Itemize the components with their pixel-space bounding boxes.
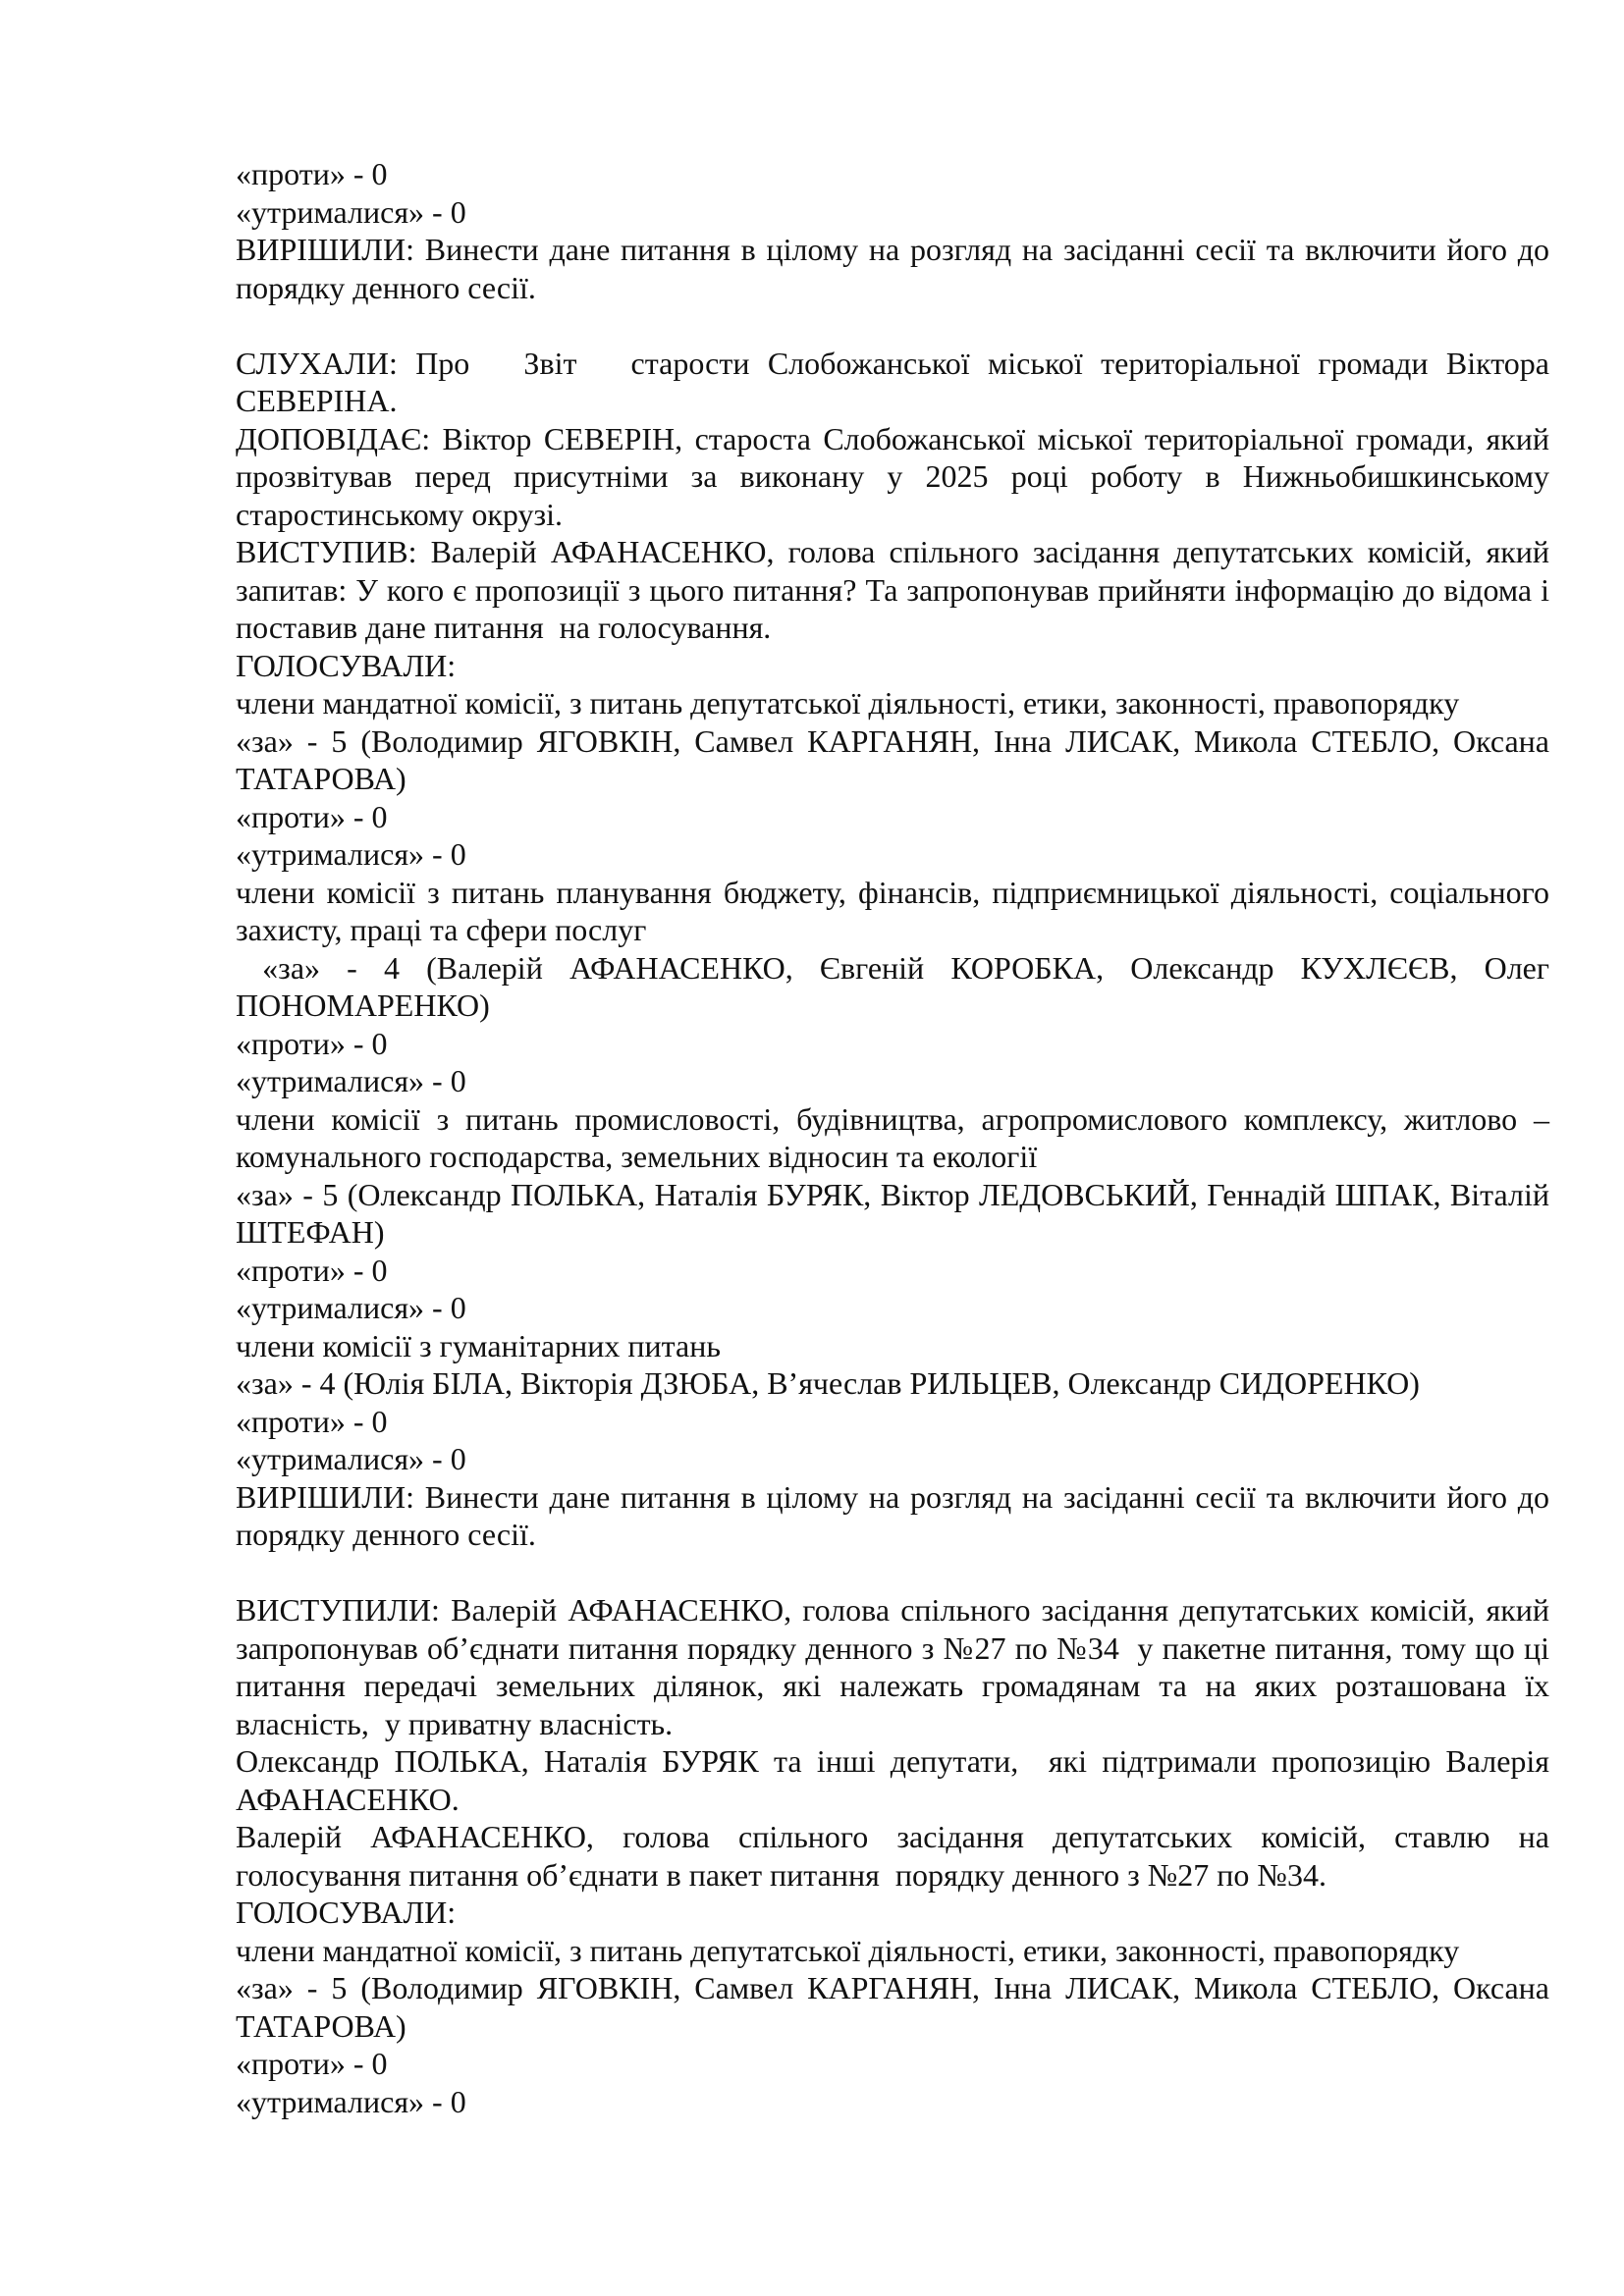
paragraph: «за» - 4 (Юлія БІЛА, Вікторія ДЗЮБА, В’ячеслав РИЛЬЦЕВ, Олександр СИДОРЕНКО) (236, 1365, 1420, 1401)
paragraph: «за» - 5 (Олександр ПОЛЬКА, Наталія БУРЯК, Віктор ЛЕДОВСЬКИЙ, Геннадій ШПАК, Віталій ШТЕФАН) (236, 1176, 1557, 1250)
paragraph: «утрималися» - 0 (236, 1063, 466, 1098)
paragraph: члени мандатної комісії, з питань депутатської діяльності, етики, законності, правопорядку (236, 685, 1460, 721)
paragraph: «за» - 4 (Валерій АФАНАСЕНКО, Євгеній КОРОБКА, Олександр КУХЛЄЄВ, Олег ПОНОМАРЕНКО) (236, 949, 1558, 1023)
paragraph: «утрималися» - 0 (236, 1441, 466, 1476)
paragraph: ВИРІШИЛИ: Винести дане питання в цілому на розгляд на засіданні сесії та включити його до порядку денного сесії. (236, 1478, 1557, 1552)
paragraph: члени комісії з питань планування бюджету, фінансів, підприємницької діяльності, соціального захисту, праці та сфери послуг (236, 874, 1557, 947)
paragraph: «проти» - 0 (236, 2046, 388, 2081)
paragraph: «за» - 5 (Володимир ЯГОВКІН, Самвел КАРГАНЯН, Інна ЛИСАК, Микола СТЕБЛО, Оксана ТАТАРОВА) (236, 1970, 1557, 2044)
paragraph: «проти» - 0 (236, 156, 388, 191)
paragraph: члени комісії з гуманітарних питань (236, 1327, 721, 1363)
paragraph: члени мандатної комісії, з питань депутатської діяльності, етики, законності, правопорядку (236, 1932, 1460, 1968)
paragraph: ГОЛОСУВАЛИ: (236, 1895, 457, 1930)
paragraph: члени комісії з питань промисловості, будівництва, агропромислового комплексу, житлово – комунального господарства, земельних відносин та екології (236, 1100, 1557, 1174)
paragraph: Олександр ПОЛЬКА, Наталія БУРЯК та інші депутати, які підтримали пропозицію Валерія АФАНАСЕНКО. (236, 1743, 1557, 1817)
paragraph: «проти» - 0 (236, 1025, 388, 1061)
document-page (236, 155, 1558, 2120)
paragraph: «утрималися» - 0 (236, 193, 466, 230)
blank-line (236, 1554, 1549, 1592)
paragraph: «утрималися» - 0 (236, 836, 466, 872)
paragraph: ВИРІШИЛИ: Винести дане питання в цілому на розгляд на засіданні сесії та включити його до порядку денного сесії. (236, 232, 1557, 305)
paragraph: «за» - 5 (Володимир ЯГОВКІН, Самвел КАРГАНЯН, Інна ЛИСАК, Микола СТЕБЛО, Оксана ТАТАРОВА) (236, 722, 1557, 796)
paragraph: «проти» - 0 (236, 1403, 388, 1439)
paragraph: «проти» - 0 (236, 1252, 388, 1288)
blank-line (236, 306, 1549, 345)
paragraph: «проти» - 0 (236, 798, 388, 834)
paragraph: ГОЛОСУВАЛИ: (236, 647, 457, 683)
paragraph: СЛУХАЛИ: Про Звіт старости Слобожанської міської територіальної громади Віктора СЕВЕРІНА. (236, 345, 1557, 418)
paragraph: ДОПОВІДАЄ: Віктор СЕВЕРІН, староста Слобожанської міської територіальної громади, який прозвітував перед присутніми за виконану у 2025 році роботу в Нижньобишкинському старостинському окрузі. (236, 420, 1557, 532)
paragraph: Валерій АФАНАСЕНКО, голова спільного засідання депутатських комісій, ставлю на голосування питання об’єднати в пакет питання порядку денного з №27 по №34. (236, 1819, 1557, 1893)
paragraph: ВИСТУПИВ: Валерій АФАНАСЕНКО, голова спільного засідання депутатських комісій, який запитав: У кого є пропозиції з цього питання? Та запропонував прийняти інформацію до відома і поставив дане питання на голосування. (236, 534, 1557, 645)
paragraph: «утрималися» - 0 (236, 2083, 466, 2119)
paragraph: «утрималися» - 0 (236, 1290, 466, 1325)
paragraph: ВИСТУПИЛИ: Валерій АФАНАСЕНКО, голова спільного засідання депутатських комісій, який запропонував об’єднати питання порядку денного з №27 по №34 у пакетне питання, тому що ці питання передачі земельних ділянок, які належать громадянам та на яких розташована їх власність, у приватну власність. (236, 1592, 1557, 1741)
